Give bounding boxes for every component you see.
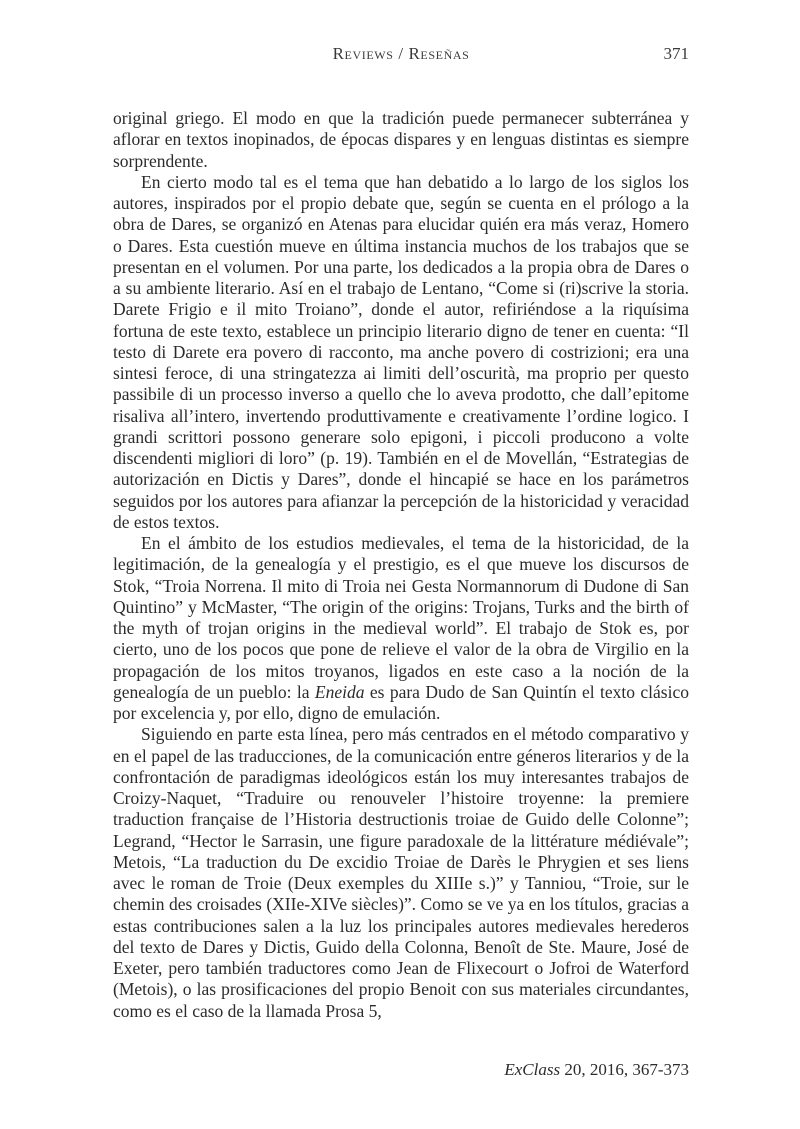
running-title: Reviews / Reseñas xyxy=(332,44,470,63)
review-body xyxy=(113,108,689,1022)
page-header xyxy=(113,44,689,66)
paragraph xyxy=(113,533,689,724)
paragraph xyxy=(113,108,689,172)
paragraph xyxy=(113,172,689,533)
text-run: En el ámbito de los estudios medievales, el tema de la historicidad, de la legitimación, de la genealogía y el prestigio, es el que mueve los discursos de Stok, “Troia Norrena. Il mito di Troia nei Gesta Normannorum di Dudone di San Quintino” y McMaster, “The origin of the origins: Trojans, Turks and the birth of the myth of trojan origins in the medieval world”. El trabajo de Stok es, por cierto, uno de los pocos que pone de relieve el valor de la obra de Virgilio en la propagación de los mitos troyanos, ligados en este caso a la noción de la genealogía de un pueblo: la xyxy=(113,533,689,702)
journal-footer xyxy=(504,1060,689,1080)
text-run: es para Dudo de San Quintín el texto clásico por excelencia y, por ello, digno de emulación. xyxy=(113,681,690,723)
page-number: 371 xyxy=(663,44,689,63)
text-run: 20, 2016, 367-373 xyxy=(560,1060,689,1079)
text-run: original griego. El modo en que la tradición puede permanecer subterránea y aflorar en textos inopinados, de épocas dispares y en lenguas distintas es siempre sorprendente. xyxy=(113,108,689,171)
text-run: Siguiendo en parte esta línea, pero más centrados en el método comparativo y en el papel de las traducciones, de la comunicación entre géneros literarios y de la confrontación de paradigmas ideológicos están los muy interesantes trabajos de Croizy-Naquet, “Traduire ou renouveler l’histoire troyenne: la premiere traduction française de l’Historia destructionis troiae de Guido delle Colonne”; Legrand, “Hector le Sarrasin, une figure paradoxale de la littérature médiévale”; Metois, “La traduction du De excidio Troiae de Darès le Phrygien et ses liens avec le roman de Troie (Deux exemples du XIIIe s.)” y Tanniou, “Troie, sur le chemin des croisades (XIIe-XIVe siècles)”. Como se ve ya en los títulos, gracias a estas contribuciones salen a la luz los principales autores medievales herederos del texto de Dares y Dictis, Guido della Colonna, Benoît de Ste. Maure, José de Exeter, pero también traductores como Jean de Flixecourt o Jofroi de Waterford (Metois), o las prosificaciones del propio Benoit con sus materiales circundantes, como es el caso de la llamada Prosa 5, xyxy=(113,724,689,1021)
text-run: En cierto modo tal es el tema que han debatido a lo largo de los siglos los autores, inspirados por el propio debate que, según se cuenta en el prólogo a la obra de Dares, se organizó en Atenas para elucidar quién era más veraz, Homero o Dares. Esta cuestión mueve en última instancia muchos de los trabajos que se presentan en el volumen. Por una parte, los dedicados a la propia obra de Dares o a su ambiente literario. Así en el trabajo de Lentano, “Come si (ri)scrive la storia. Darete Frigio e il mito Troiano”, donde el autor, refiriéndose a la riquísima fortuna de este texto, establece un principio literario digno de tener en cuenta: “Il testo di Darete era povero di racconto, ma anche povero di costrizioni; era una sintesi feroce, di una stringatezza ai limiti dell’oscurità, ma proprio per questo passibile di un processo inverso a quello che lo aveva prodotto, che dall’epitome risaliva all’intero, invertendo produttivamente e creativamente l’ordine logico. I grandi scrittori possono generare solo epigoni, i piccoli producono a volte discendenti migliori di loro” (p. 19). También en el de Movellán, “Estrategias de autorización en Dictis y Dares”, donde el hincapié se hace en los parámetros seguidos por los autores para afianzar la percepción de la historicidad y veracidad de estos textos. xyxy=(113,171,689,532)
paragraph xyxy=(113,724,689,1022)
italic-text-run: ExClass xyxy=(504,1060,561,1079)
italic-text-run: Eneida xyxy=(314,681,365,702)
